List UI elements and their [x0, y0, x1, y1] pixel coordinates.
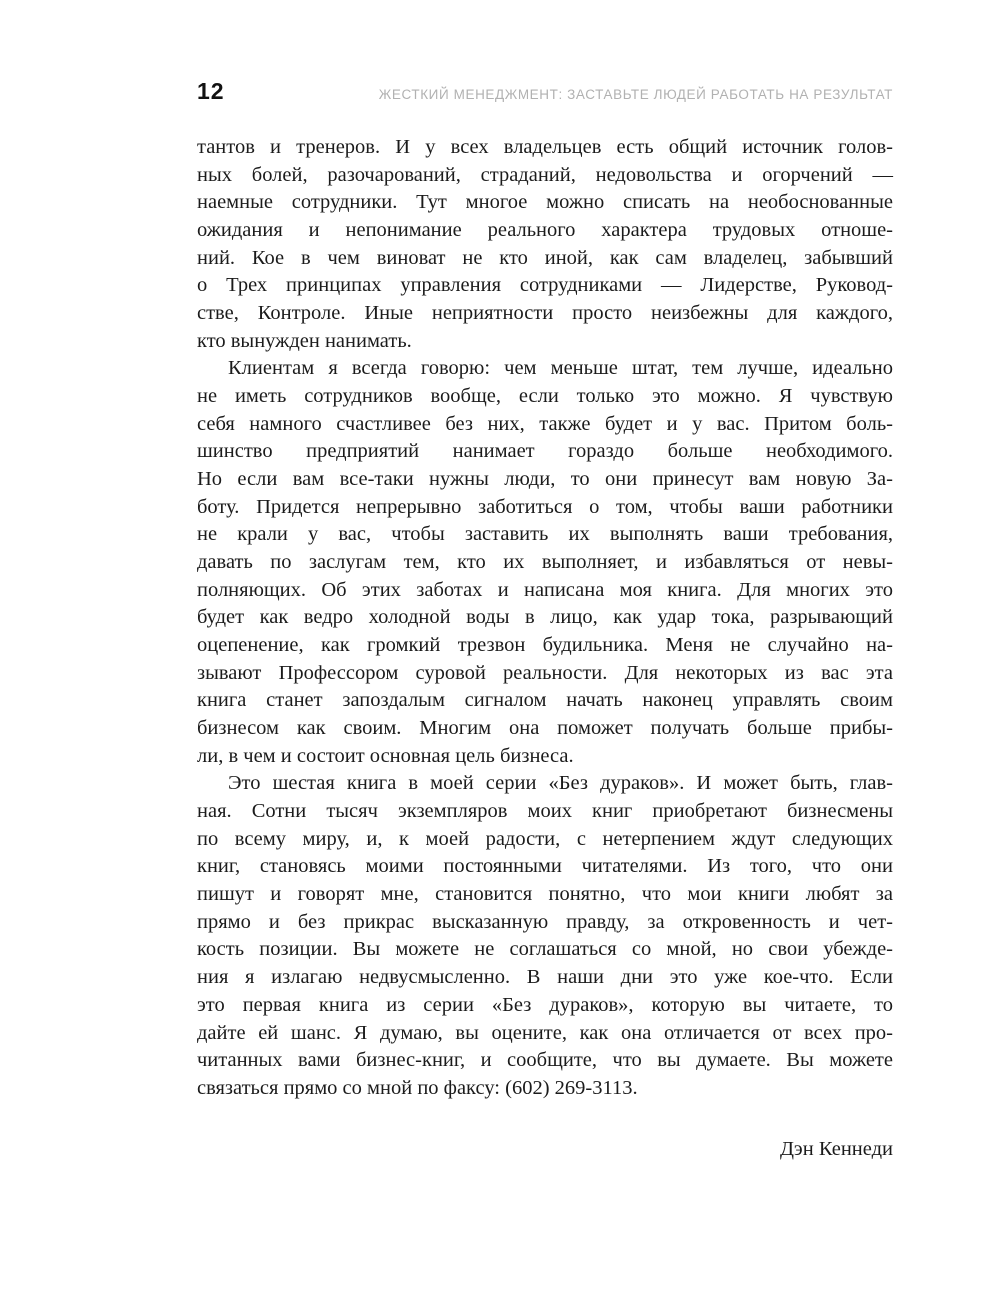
text-line: кость позиции. Вы можете не соглашаться со мной, но свои убежде-	[197, 938, 893, 961]
text-line: не иметь сотрудников вообще, если только это можно. Я чувствую	[197, 385, 893, 408]
text-line: связаться прямо со мной по факсу: (602) 269-3113.	[197, 1076, 638, 1099]
text-line: ная. Сотни тысяч экземпляров моих книг приобретают бизнесмены	[197, 800, 893, 823]
text-line: Клиентам я всегда говорю: чем меньше штат, тем лучше, идеально	[228, 357, 893, 380]
text-line: шинство предприятий нанимает гораздо больше необходимого.	[197, 440, 893, 463]
text-line: ния я излагаю недвусмысленно. В наши дни это уже кое-что. Если	[197, 966, 893, 989]
text-line: себя намного счастливее без них, также будет и у вас. Притом боль-	[197, 412, 893, 435]
body-text	[197, 134, 893, 1103]
text-line: Но если вам все-таки нужны люди, то они принесут вам новую За-	[197, 468, 893, 491]
page-number: 12	[197, 78, 225, 104]
text-line: дайте ей шанс. Я думаю, вы оцените, как она отличается от всех про-	[197, 1021, 893, 1044]
text-line: не крали у вас, чтобы заставить их выполнять ваши требования,	[197, 523, 893, 546]
page-header	[197, 78, 893, 105]
text-line: пишут и говорят мне, становится понятно, что мои книги любят за	[197, 883, 893, 906]
text-line: ли, в чем и состоит основная цель бизнеса.	[197, 744, 574, 767]
text-line: тантов и тренеров. И у всех владельцев есть общий источник голов-	[197, 136, 893, 158]
text-line: боту. Придется непрерывно заботиться о том, чтобы ваши работники	[197, 495, 893, 518]
text-line: ных болей, разочарований, страданий, недовольства и огорчений —	[197, 163, 893, 186]
text-line: это первая книга из серии «Без дураков», которую вы читаете, то	[197, 993, 893, 1016]
text-line: ний. Кое в чем виноват не кто иной, как сам владелец, забывший	[197, 246, 893, 269]
text-line: бизнесом как своим. Многим она поможет получать больше прибы-	[197, 717, 893, 740]
text-line: оцепенение, как громкий трезвон будильника. Меня не случайно на-	[197, 634, 893, 657]
text-line: книга станет запоздалым сигналом начать наконец управлять своим	[197, 689, 893, 712]
text-line: о Трех принципах управления сотрудниками — Лидерстве, Руковод-	[197, 274, 893, 297]
running-head: ЖЕСТКИЙ МЕНЕДЖМЕНТ: ЗАСТАВЬТЕ ЛЮДЕЙ РАБОТАТЬ НА РЕЗУЛЬТАТ	[378, 87, 893, 102]
text-line: прямо и без прикрас высказанную правду, за откровенность и чет-	[197, 910, 893, 933]
text-line: стве, Контроле. Иные неприятности просто неизбежны для каждого,	[197, 302, 893, 325]
text-line: Это шестая книга в моей серии «Без дураков». И может быть, глав-	[228, 772, 893, 795]
author-signature: Дэн Кеннеди	[779, 1138, 893, 1160]
text-line: наемные сотрудники. Тут многое можно списать на необоснованные	[197, 191, 893, 214]
text-line: полняющих. Об этих заботах и написана моя книга. Для многих это	[197, 578, 893, 601]
text-line: ожидания и непонимание реального характера трудовых отноше-	[197, 219, 893, 242]
text-line: зывают Профессором суровой реальности. Для некоторых из вас эта	[197, 661, 893, 684]
text-line: будет как ведро холодной воды в лицо, как удар тока, разрывающий	[197, 606, 893, 629]
text-line: кто вынужден нанимать.	[197, 329, 412, 352]
text-line: книг, становясь моими постоянными читателями. Из того, что они	[197, 855, 893, 878]
text-line: давать по заслугам тем, кто их выполняет, и избавляться от невы-	[197, 551, 893, 574]
text-line: по всему миру, и, к моей радости, с нетерпением ждут следующих	[197, 827, 893, 850]
text-line: читанных вами бизнес-книг, и сообщите, что вы думаете. Вы можете	[197, 1049, 893, 1072]
